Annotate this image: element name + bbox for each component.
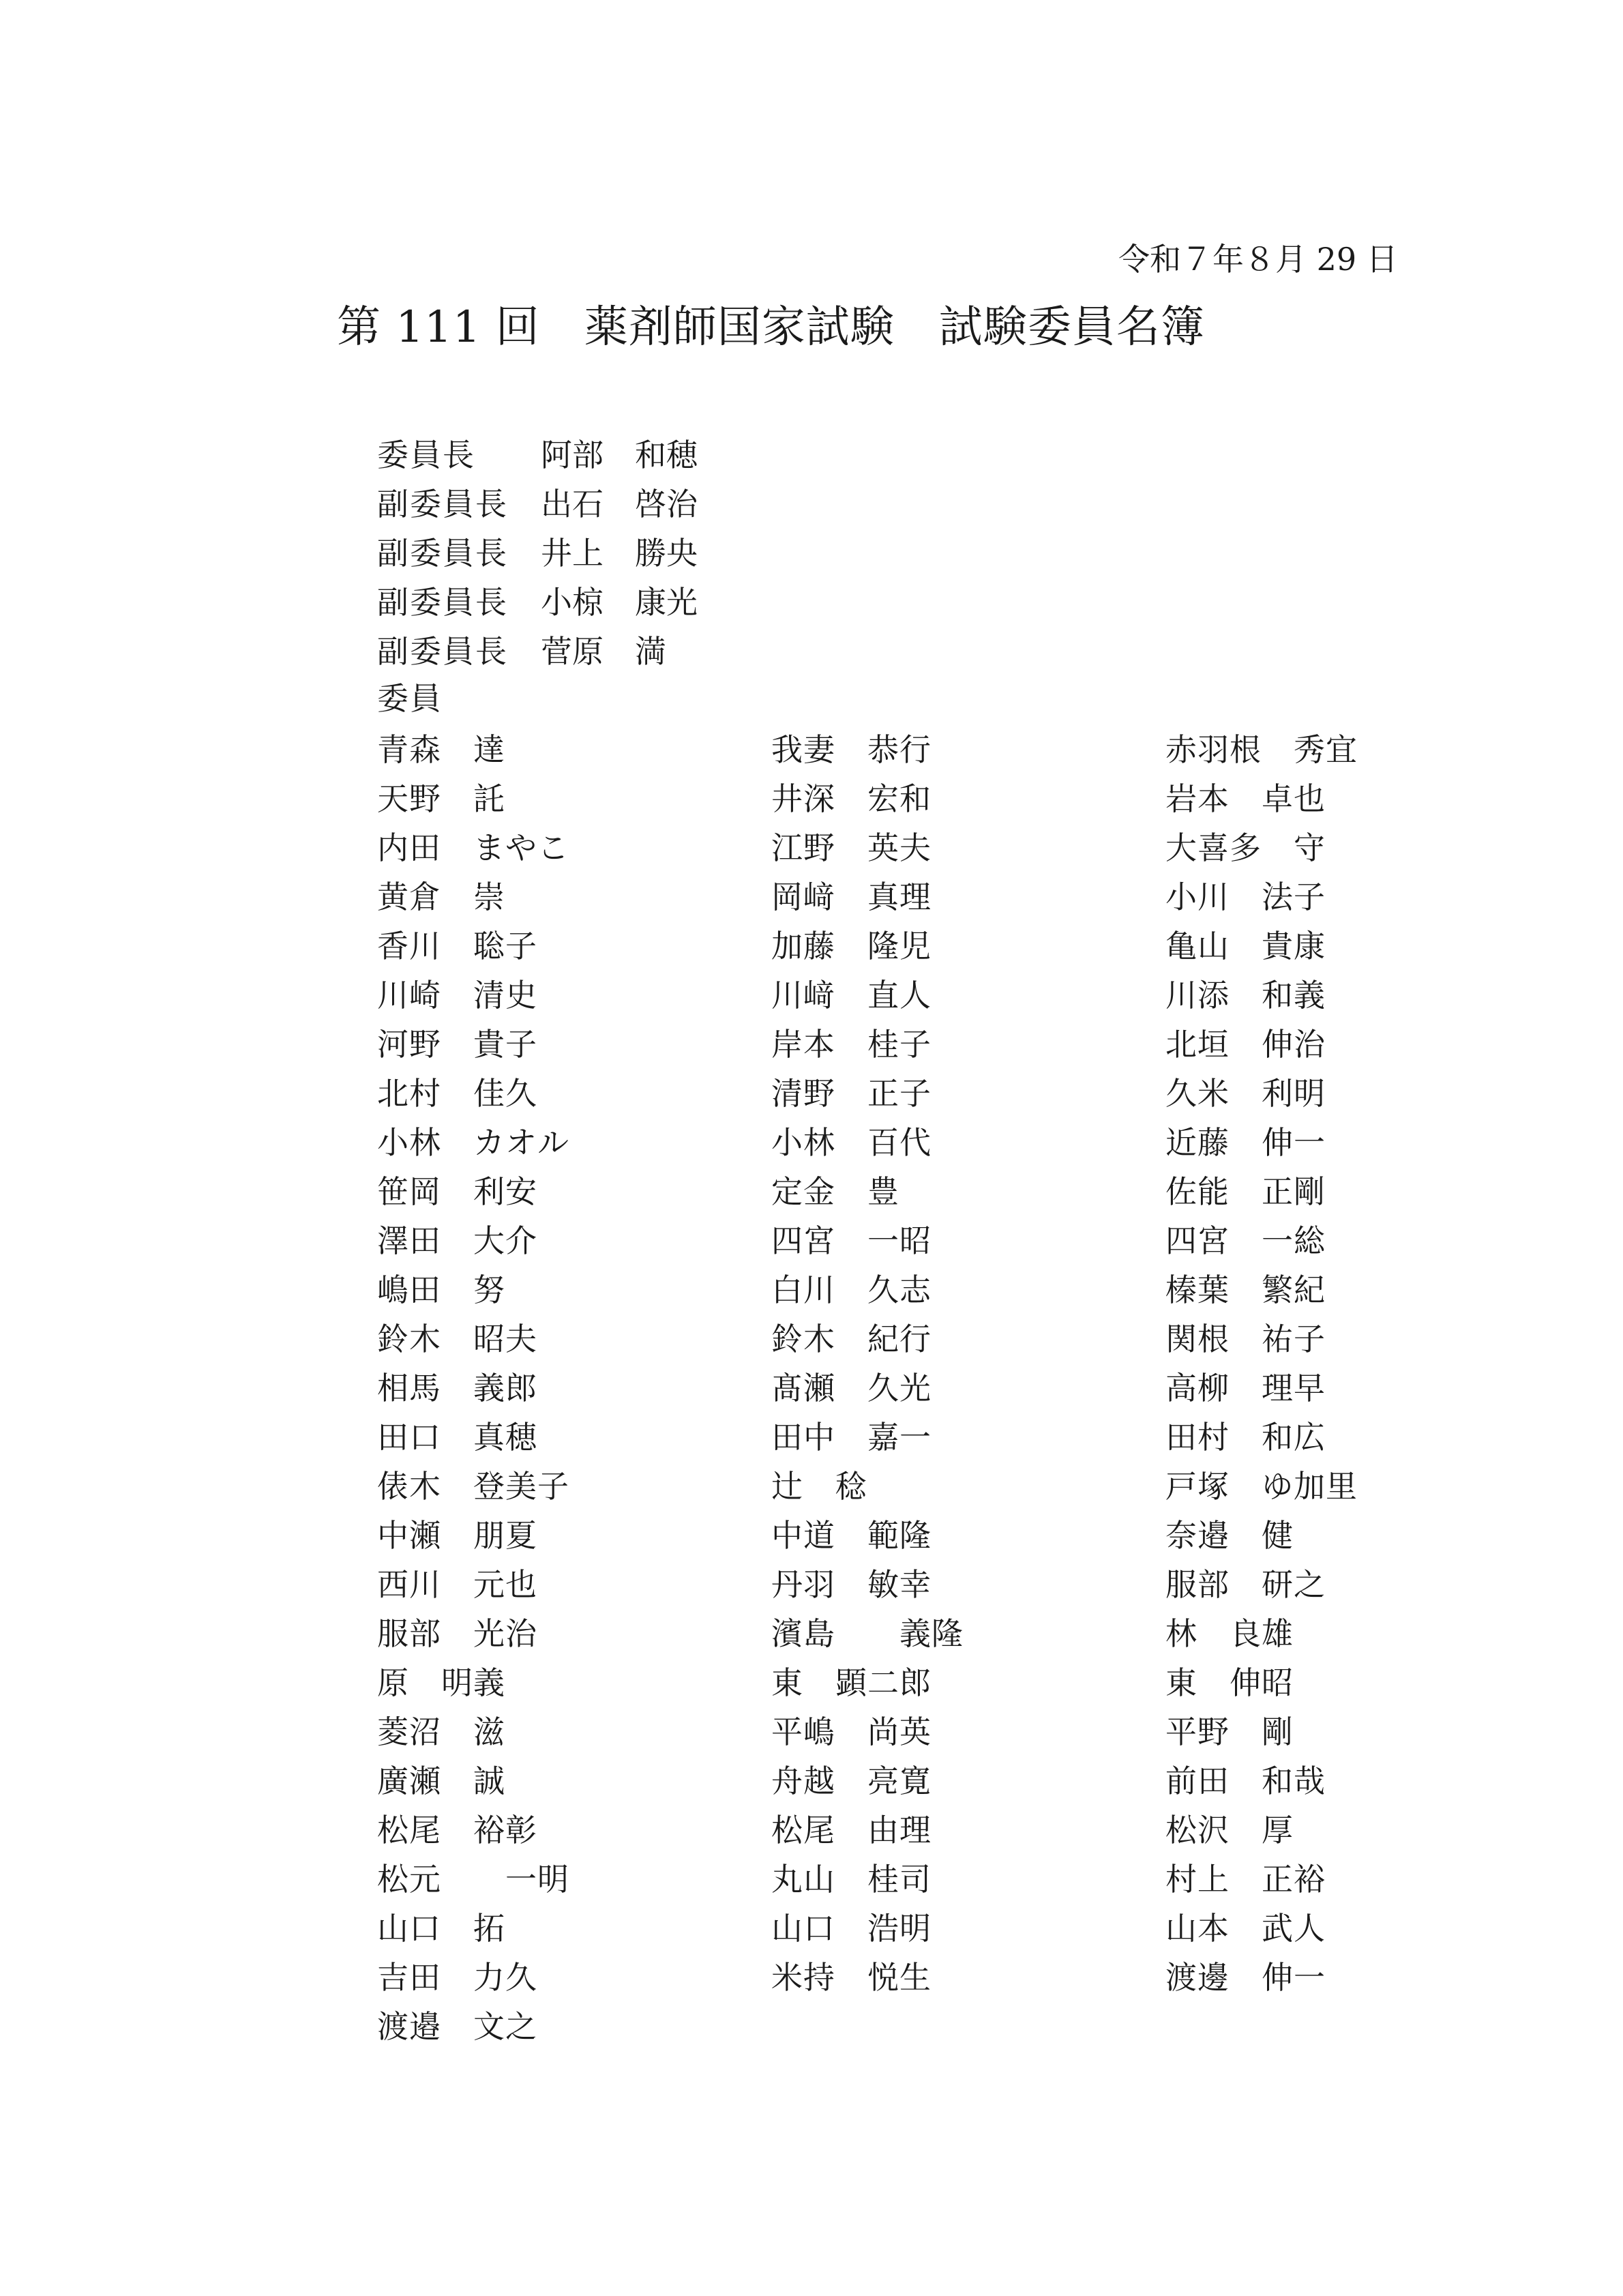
member-name: 川崎 清史 (377, 977, 537, 1014)
member-name: 村上 正裕 (1165, 1861, 1326, 1898)
member-name: 岸本 桂子 (771, 1026, 932, 1063)
officer-name: 阿部 和穂 (541, 437, 698, 473)
member-name: 鈴木 紀行 (771, 1321, 932, 1357)
member-name: 四宮 一昭 (771, 1222, 932, 1259)
member-name: 東 顕二郎 (771, 1664, 932, 1701)
member-name: 加藤 隆児 (771, 928, 932, 965)
members-grid (377, 723, 1400, 2049)
member-name: 菱沼 滋 (377, 1713, 505, 1750)
member-name: 清野 正子 (771, 1075, 932, 1112)
member-name: 俵木 登美子 (377, 1468, 569, 1505)
member-name: 服部 研之 (1165, 1566, 1326, 1603)
member-name: 田村 和広 (1165, 1419, 1326, 1456)
member-name: 丸山 桂司 (771, 1861, 932, 1898)
member-name: 嶋田 努 (377, 1271, 505, 1308)
officers-list (377, 428, 698, 674)
officer-row-chair (377, 428, 698, 477)
member-name: 服部 光治 (377, 1615, 537, 1652)
members-heading: 委員 (377, 680, 443, 717)
officer-name: 出石 啓治 (541, 486, 698, 523)
member-name: 山本 武人 (1165, 1910, 1326, 1947)
member-name: 東 伸昭 (1165, 1664, 1294, 1701)
member-name: 小川 法子 (1165, 879, 1326, 915)
member-name: 江野 英夫 (771, 829, 932, 866)
member-name: 丹羽 敏幸 (771, 1566, 932, 1603)
member-name: 田口 真穂 (377, 1419, 537, 1456)
member-name: 舟越 亮寛 (771, 1763, 932, 1799)
member-name: 我妻 恭行 (771, 731, 932, 768)
member-name: 香川 聡子 (377, 928, 537, 965)
member-name: 四宮 一総 (1165, 1222, 1326, 1259)
member-name: 亀山 貴康 (1165, 928, 1326, 965)
member-name: 内田 まやこ (377, 829, 569, 866)
member-name: 松尾 裕彰 (377, 1812, 537, 1849)
member-name: 渡邉 文之 (377, 2008, 537, 2045)
member-name: 天野 託 (377, 780, 505, 817)
member-name: 西川 元也 (377, 1566, 537, 1603)
member-name: 山口 拓 (377, 1910, 505, 1947)
member-name: 久米 利明 (1165, 1075, 1326, 1112)
officer-row-vice-chair (377, 477, 698, 527)
member-name: 笹岡 利安 (377, 1173, 537, 1210)
member-name: 田中 嘉一 (771, 1419, 932, 1456)
member-name: 松元 一明 (377, 1861, 569, 1898)
member-name: 吉田 力久 (377, 1959, 537, 1996)
member-name: 青森 達 (377, 731, 505, 768)
member-name: 小林 百代 (771, 1124, 932, 1161)
member-name: 平嶋 尚英 (771, 1713, 932, 1750)
member-name: 佐能 正剛 (1165, 1173, 1326, 1210)
member-name: 鈴木 昭夫 (377, 1321, 537, 1357)
member-name: 前田 和哉 (1165, 1763, 1326, 1799)
member-name: 中瀬 朋夏 (377, 1517, 537, 1554)
member-name: 黄倉 崇 (377, 879, 505, 915)
member-name: 近藤 伸一 (1165, 1124, 1326, 1161)
officer-role: 副委員長 (377, 486, 508, 523)
member-name: 川添 和義 (1165, 977, 1326, 1014)
member-name: 中道 範隆 (771, 1517, 932, 1554)
member-name: 河野 貴子 (377, 1026, 537, 1063)
document-date: 令和７年８月 29 日 (1118, 241, 1398, 278)
member-name: 井深 宏和 (771, 780, 932, 817)
member-name: 大喜多 守 (1165, 829, 1326, 866)
member-name: 北村 佳久 (377, 1075, 537, 1112)
member-name: 北垣 伸治 (1165, 1026, 1326, 1063)
officer-role: 委員長 (377, 437, 475, 473)
officer-name: 小椋 康光 (541, 584, 698, 621)
member-name: 松尾 由理 (771, 1812, 932, 1849)
officer-role: 副委員長 (377, 535, 508, 572)
member-name: 廣瀬 誠 (377, 1763, 505, 1799)
officer-row-vice-chair (377, 625, 698, 674)
member-name: 川﨑 直人 (771, 977, 932, 1014)
member-name: 相馬 義郎 (377, 1370, 537, 1407)
officer-name: 井上 勝央 (541, 535, 698, 572)
member-name: 小林 カオル (377, 1124, 569, 1161)
member-name: 原 明義 (377, 1664, 505, 1701)
member-name: 髙瀬 久光 (771, 1370, 932, 1407)
member-name: 高柳 理早 (1165, 1370, 1326, 1407)
member-name: 榛葉 繁紀 (1165, 1271, 1326, 1308)
member-name: 濱島 義隆 (771, 1615, 964, 1652)
officer-name: 菅原 満 (541, 633, 666, 670)
officer-role: 副委員長 (377, 584, 508, 621)
officer-role: 副委員長 (377, 633, 508, 670)
member-name: 岩本 卓也 (1165, 780, 1326, 817)
member-name: 岡﨑 真理 (771, 879, 932, 915)
member-name: 渡邊 伸一 (1165, 1959, 1326, 1996)
member-name: 関根 祐子 (1165, 1321, 1326, 1357)
officer-row-vice-chair (377, 576, 698, 625)
member-name: 定金 豊 (771, 1173, 899, 1210)
member-name: 平野 剛 (1165, 1713, 1294, 1750)
member-name: 辻 稔 (771, 1468, 867, 1505)
member-name: 米持 悦生 (771, 1959, 932, 1996)
officer-row-vice-chair (377, 527, 698, 576)
member-name: 奈邉 健 (1165, 1517, 1294, 1554)
member-name: 山口 浩明 (771, 1910, 932, 1947)
document-title: 第 111 回 薬剤師国家試験 試験委員名簿 (337, 302, 1205, 353)
member-name: 澤田 大介 (377, 1222, 537, 1259)
member-name: 松沢 厚 (1165, 1812, 1294, 1849)
member-name: 赤羽根 秀宜 (1165, 731, 1358, 768)
member-name: 戸塚 ゆ加里 (1165, 1468, 1358, 1505)
member-name: 林 良雄 (1165, 1615, 1294, 1652)
member-name: 白川 久志 (771, 1271, 932, 1308)
